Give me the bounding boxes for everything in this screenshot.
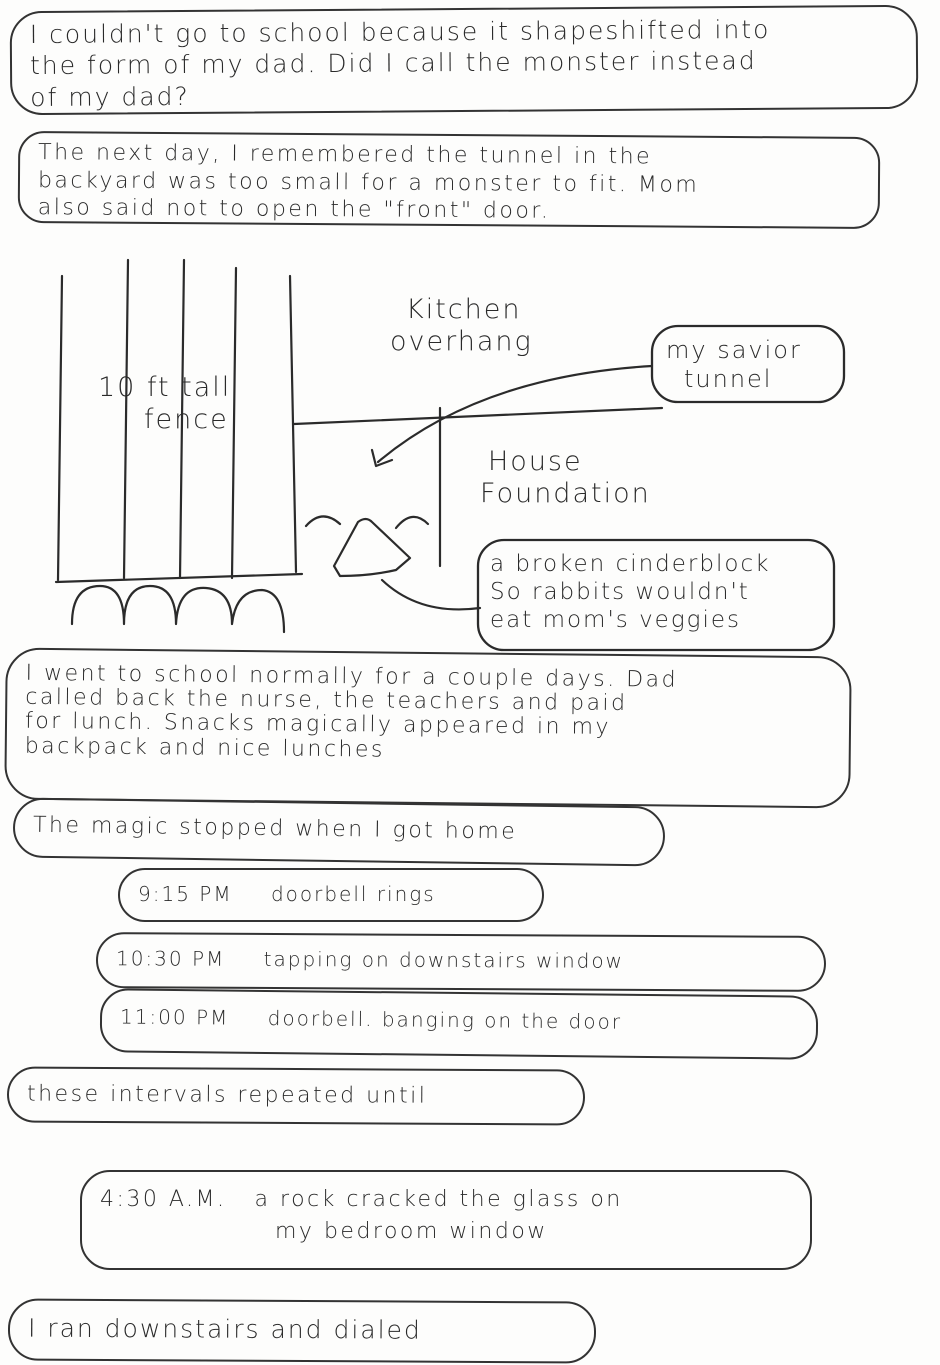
tunnel-arc-left [306, 516, 340, 526]
next-day-line-3: also said not to open the "front" door. [37, 195, 551, 224]
final-event-time: 4:30 A.M. [100, 1187, 227, 1212]
timeline-event: doorbell rings [270, 882, 436, 906]
kitchen-label-line-2: overhang [390, 326, 533, 358]
fence-board [232, 268, 236, 578]
intro-line-2: the form of my dad. Did I call the monster instead [29, 46, 757, 81]
timeline-entry [96, 932, 826, 992]
timeline-event: doorbell. banging on the door [267, 1005, 623, 1034]
fence-label-line-2: fence [144, 404, 229, 436]
fence-scallops [72, 586, 284, 632]
timeline-time: 10:30 PM [115, 946, 226, 971]
kitchen-label [390, 294, 533, 359]
cinderblock-label-line-3: eat mom's veggies [490, 607, 741, 634]
tunnel-label [666, 336, 802, 394]
timeline-time: 9:15 PM [138, 882, 233, 906]
house-label-line-2: Foundation [480, 478, 651, 510]
intervals-bubble [7, 1066, 585, 1125]
timeline-entry [118, 868, 544, 922]
fence-label [98, 372, 231, 437]
intro-line-3: of my dad? [30, 81, 190, 112]
tunnel-label-line-2: tunnel [684, 364, 773, 393]
next-day-line-1: The next day, I remembered the tunnel in the [38, 140, 653, 170]
timeline-entry [100, 988, 819, 1060]
cinderblock-pointer [382, 580, 480, 609]
fence-board [58, 276, 62, 580]
ran-downstairs-text: I ran downstairs and dialed [27, 1313, 422, 1345]
overhang-line [294, 408, 662, 424]
ran-downstairs-bubble [8, 1298, 596, 1363]
house-label-line-1: House [488, 446, 583, 477]
tunnel-arc-right [396, 517, 428, 528]
cinderblock-label [490, 550, 770, 634]
final-event-bubble [80, 1170, 812, 1270]
fence-label-line-1: 10 ft tall [98, 372, 232, 403]
cinderblock-shape [334, 519, 410, 576]
school-line-3: for lunch. Snacks magically appeared in my [24, 709, 612, 741]
intervals-text: these intervals repeated until [26, 1081, 428, 1109]
magic-stopped-text: The magic stopped when I got home [32, 812, 518, 845]
cinderblock-label-line-1: a broken cinderblock [490, 551, 771, 577]
timeline-time: 11:00 PM [119, 1004, 230, 1030]
next-day-line-2: backyard was too small for a monster to fit. Mom [37, 167, 700, 198]
kitchen-label-line-1: Kitchen [406, 294, 522, 325]
school-line-2: called back the nurse, the teachers and paid [25, 684, 628, 717]
magic-stopped-bubble [13, 797, 666, 866]
final-event-line-1 [100, 1184, 792, 1216]
house-label [480, 446, 651, 511]
final-event-text-1: a rock cracked the glass on [254, 1187, 623, 1212]
final-event-text-2: my bedroom window [275, 1218, 548, 1244]
school-line-4: backpack and nice lunches [24, 733, 386, 763]
cinderblock-label-line-2: So rabbits wouldn't [490, 579, 750, 606]
next-day-bubble [18, 131, 881, 229]
timeline-event: tapping on downstairs window [263, 946, 625, 973]
intro-bubble [10, 5, 919, 115]
intro-line-1: I couldn't go to school because it shapeshifted into [29, 14, 771, 50]
tunnel-label-line-1: my savior [666, 336, 802, 364]
school-bubble [4, 648, 852, 809]
school-line-1: I went to school normally for a couple days. Dad [25, 660, 679, 693]
